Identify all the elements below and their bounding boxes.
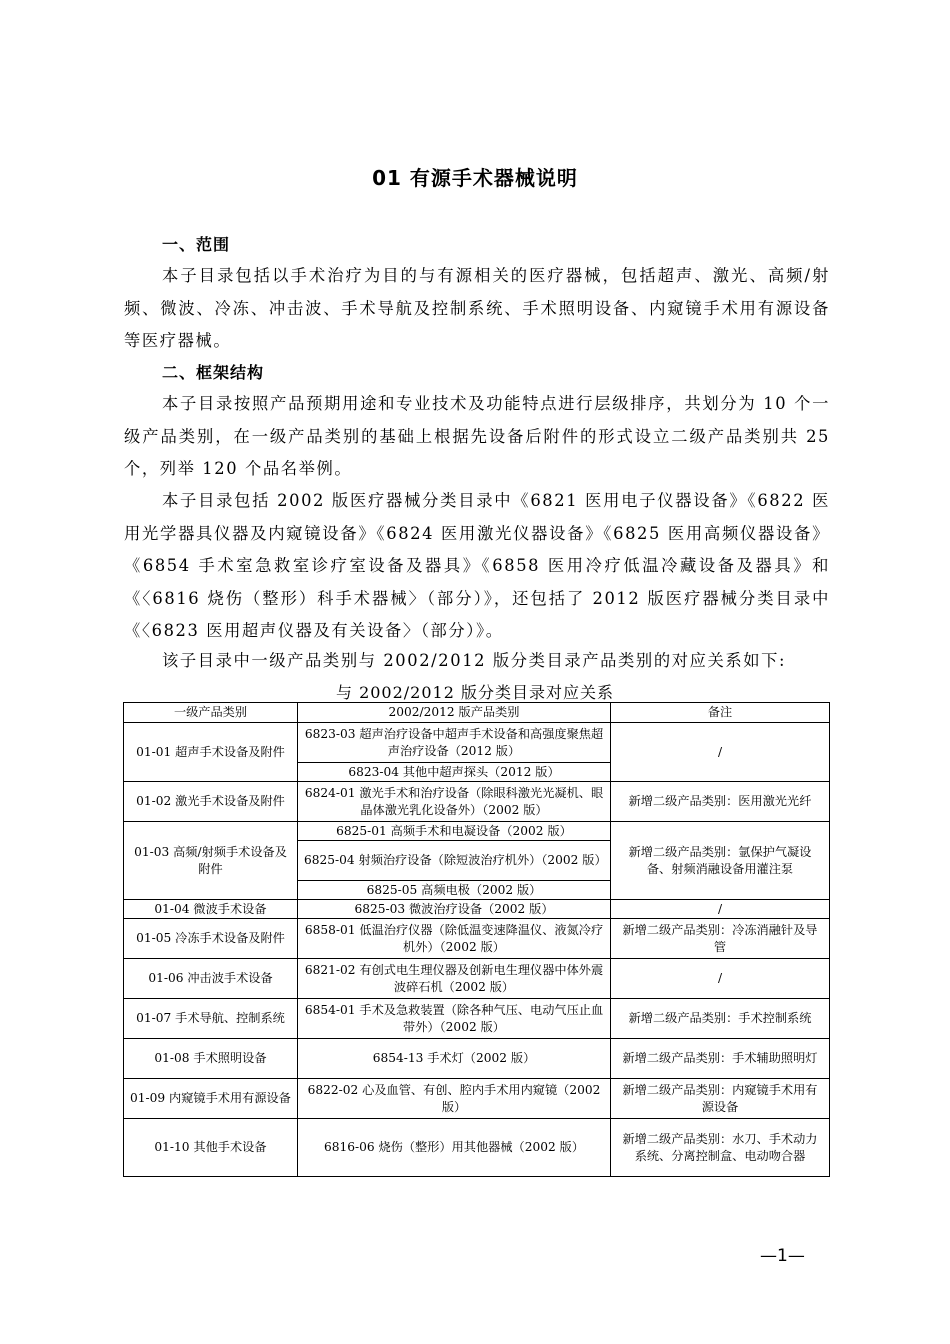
table-row: [124, 959, 830, 999]
table-row: [124, 919, 830, 959]
old-category-cell: 6858-01 低温治疗仪器（除低温变速降温仪、液氮冷疗机外）（2002 版）: [298, 919, 611, 959]
old-category-cell: 6816-06 烧伤（整形）用其他器械（2002 版）: [298, 1119, 611, 1177]
note-cell: /: [611, 900, 830, 919]
table-row: [124, 822, 830, 841]
page-number: —1—: [760, 1246, 805, 1266]
note-cell: 新增二级产品类别：手术控制系统: [611, 999, 830, 1039]
table-row: [124, 782, 830, 822]
table-row: [124, 999, 830, 1039]
table-row: [124, 723, 830, 763]
note-cell: 新增二级产品类别：内窥镜手术用有源设备: [611, 1079, 830, 1119]
scope-paragraph: 本子目录包括以手术治疗为目的与有源相关的医疗器械，包括超声、激光、高频/射频、微波、冷冻、冲击波、手术导航及控制系统、手术照明设备、内窥镜手术用有源设备等医疗器械。: [124, 266, 830, 350]
old-category-cell: 6825-05 高频电极（2002 版）: [298, 881, 611, 900]
header-note: 备注: [611, 703, 830, 723]
page-title: 01 有源手术器械说明: [372, 166, 578, 190]
old-category-cell: 6822-02 心及血管、有创、腔内手术用内窥镜（2002 版）: [298, 1079, 611, 1119]
table-caption: 与 2002/2012 版分类目录对应关系: [335, 683, 614, 702]
table-row: [124, 1039, 830, 1079]
note-cell: /: [611, 959, 830, 999]
note-cell: 新增二级产品类别：手术辅助照明灯: [611, 1039, 830, 1079]
note-cell: 新增二级产品类别：氩保护气凝设备、射频消融设备用灌注泵: [611, 822, 830, 900]
old-category-cell: 6825-01 高频手术和电凝设备（2002 版）: [298, 822, 611, 841]
category-cell: 01-03 高频/射频手术设备及附件: [124, 822, 298, 900]
note-cell: 新增二级产品类别：冷冻消融针及导管: [611, 919, 830, 959]
category-cell: 01-05 冷冻手术设备及附件: [124, 919, 298, 959]
note-cell: /: [611, 723, 830, 782]
old-category-cell: 6825-03 微波治疗设备（2002 版）: [298, 900, 611, 919]
category-cell: 01-01 超声手术设备及附件: [124, 723, 298, 782]
table-row: [124, 900, 830, 919]
category-cell: 01-02 激光手术设备及附件: [124, 782, 298, 822]
framework-paragraph-2: 本子目录包括 2002 版医疗器械分类目录中《6821 医用电子仪器设备》《6822 医用光学器具仪器及内窥镜设备》《6824 医用激光仪器设备》《6825 医用高频仪器设备》《6854 手术室急救室诊疗室设备及器具》《6858 医用冷疗低温冷藏设备及器具》和《〈6816 烧伤（整形）科手术器械〉（部分）》，还包括了 2012 版医疗器械分类目录中《〈6823 医用超声仪器及有关设备〉（部分）》。: [124, 491, 830, 640]
old-category-cell: 6854-01 手术及急救装置（除各种气压、电动气压止血带外）（2002 版）: [298, 999, 611, 1039]
header-old-category: 2002/2012 版产品类别: [298, 703, 611, 723]
category-cell: 01-09 内窥镜手术用有源设备: [124, 1079, 298, 1119]
framework-paragraph-1: 本子目录按照产品预期用途和专业技术及功能特点进行层级排序，共划分为 10 个一级产品类别，在一级产品类别的基础上根据先设备后附件的形式设立二级产品类别共 25 个，列举 120 个品名举例。: [124, 394, 830, 478]
mapping-table: [123, 702, 830, 1177]
old-category-cell: 6821-02 有创式电生理仪器及创新电生理仪器中体外震波碎石机（2002 版）: [298, 959, 611, 999]
category-cell: 01-10 其他手术设备: [124, 1119, 298, 1177]
note-cell: 新增二级产品类别：水刀、手术动力系统、分离控制盒、电动吻合器: [611, 1119, 830, 1177]
category-cell: 01-08 手术照明设备: [124, 1039, 298, 1079]
scope-heading: 一、范围: [162, 235, 231, 254]
category-cell: 01-06 冲击波手术设备: [124, 959, 298, 999]
table-row: [124, 1079, 830, 1119]
table-row: [124, 1119, 830, 1177]
framework-heading: 二、框架结构: [162, 363, 265, 382]
old-category-cell: 6825-04 射频治疗设备（除短波治疗机外）（2002 版）: [298, 841, 611, 881]
note-cell: 新增二级产品类别：医用激光光纤: [611, 782, 830, 822]
header-category: 一级产品类别: [124, 703, 298, 723]
category-cell: 01-07 手术导航、控制系统: [124, 999, 298, 1039]
category-cell: 01-04 微波手术设备: [124, 900, 298, 919]
old-category-cell: 6854-13 手术灯（2002 版）: [298, 1039, 611, 1079]
old-category-cell: 6823-03 超声治疗设备中超声手术设备和高强度聚焦超声治疗设备（2012 版）: [298, 723, 611, 763]
framework-paragraph-3: 该子目录中一级产品类别与 2002/2012 版分类目录产品类别的对应关系如下:: [162, 651, 787, 670]
table-header-row: [124, 703, 830, 723]
old-category-cell: 6824-01 激光手术和治疗设备（除眼科激光光凝机、眼晶体激光乳化设备外）（2002 版）: [298, 782, 611, 822]
old-category-cell: 6823-04 其他中超声探头（2012 版）: [298, 763, 611, 782]
